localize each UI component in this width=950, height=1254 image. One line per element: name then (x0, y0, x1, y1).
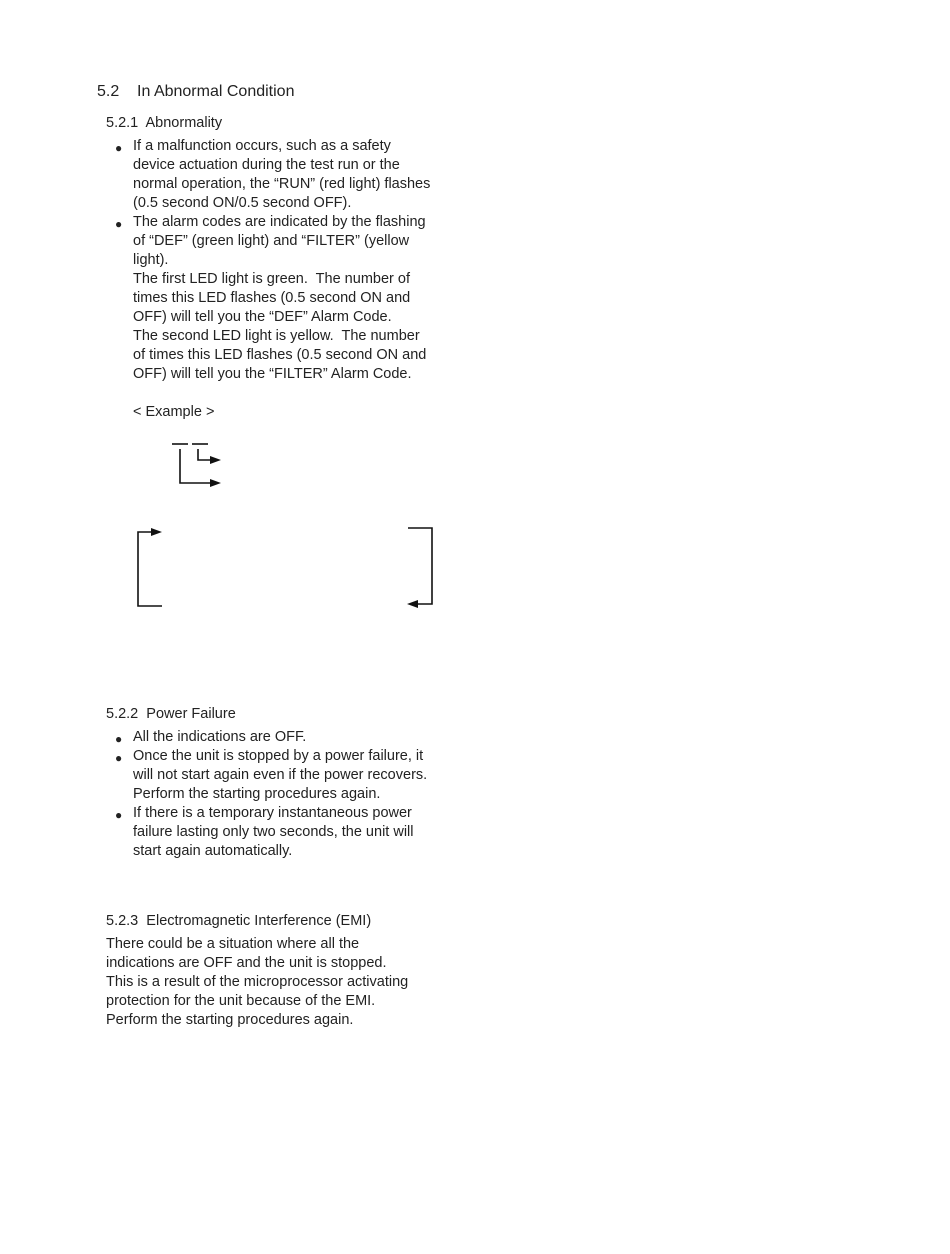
bullet-icon: ● (115, 732, 123, 746)
text-line: The first LED light is green. The number of (133, 271, 410, 287)
bullet-icon: ● (115, 808, 123, 822)
text-line: Perform the starting procedures again. (106, 1012, 354, 1028)
def-lead-line (180, 449, 212, 483)
text-line: indications are OFF and the unit is stopped. (106, 955, 387, 971)
text-line: If a malfunction occurs, such as a safety (133, 138, 391, 154)
text-line: The alarm codes are indicated by the flashing (133, 214, 426, 230)
filter-lead-line (198, 449, 212, 460)
text-line: protection for the unit because of the EMI. (106, 993, 376, 1009)
abnormality-heading: 5.2.1 Abnormality (106, 115, 223, 131)
text-line: failure lasting only two seconds, the unit will (133, 824, 414, 840)
emi-heading: 5.2.3 Electromagnetic Interference (EMI) (106, 913, 372, 929)
bullet-icon: ● (115, 217, 123, 231)
text-line: device actuation during the test run or the (133, 157, 400, 173)
text-line: light). (133, 252, 169, 268)
text-line: If there is a temporary instantaneous power (133, 805, 412, 821)
text-line: OFF) will tell you the “FILTER” Alarm Code. (133, 366, 412, 382)
section-number: 5.2 (97, 83, 120, 100)
text-line: times this LED flashes (0.5 second ON and (133, 290, 411, 306)
text-line: Perform the starting procedures again. (133, 786, 381, 802)
arrow-right-icon (210, 479, 221, 487)
bullet-icon: ● (115, 141, 123, 155)
text-line: OFF) will tell you the “DEF” Alarm Code. (133, 309, 392, 325)
text-line: (0.5 second ON/0.5 second OFF). (133, 195, 352, 211)
power-failure-bullet-2 (133, 747, 427, 804)
arrow-left-icon (407, 600, 418, 608)
power-failure-bullet-1 (133, 728, 306, 747)
text-line: There could be a situation where all the (106, 936, 360, 952)
section-title-text: In Abnormal Condition (137, 83, 295, 100)
text-line: normal operation, the “RUN” (red light) flashes (133, 176, 431, 192)
bullet-icon: ● (115, 751, 123, 765)
text-line: will not start again even if the power recovers. (133, 767, 428, 783)
text-line: All the indications are OFF. (133, 729, 307, 745)
power-failure-bullet-3 (133, 804, 413, 861)
text-line: This is a result of the microprocessor activating (106, 974, 409, 990)
arrow-right-icon (151, 528, 162, 536)
text-line: of times this LED flashes (0.5 second ON and (133, 347, 427, 363)
loop-bracket-right (408, 528, 432, 604)
text-line: The second LED light is yellow. The number (133, 328, 420, 344)
text-line: Once the unit is stopped by a power failure, it (133, 748, 424, 764)
text-line: of “DEF” (green light) and “FILTER” (yellow (133, 233, 410, 249)
power-failure-heading: 5.2.2 Power Failure (106, 706, 236, 722)
arrow-right-icon (210, 456, 221, 464)
loop-bracket-left (138, 532, 162, 606)
text-line: start again automatically. (133, 843, 293, 859)
emi-paragraph (106, 935, 408, 1030)
example-label: < Example > (133, 404, 215, 420)
